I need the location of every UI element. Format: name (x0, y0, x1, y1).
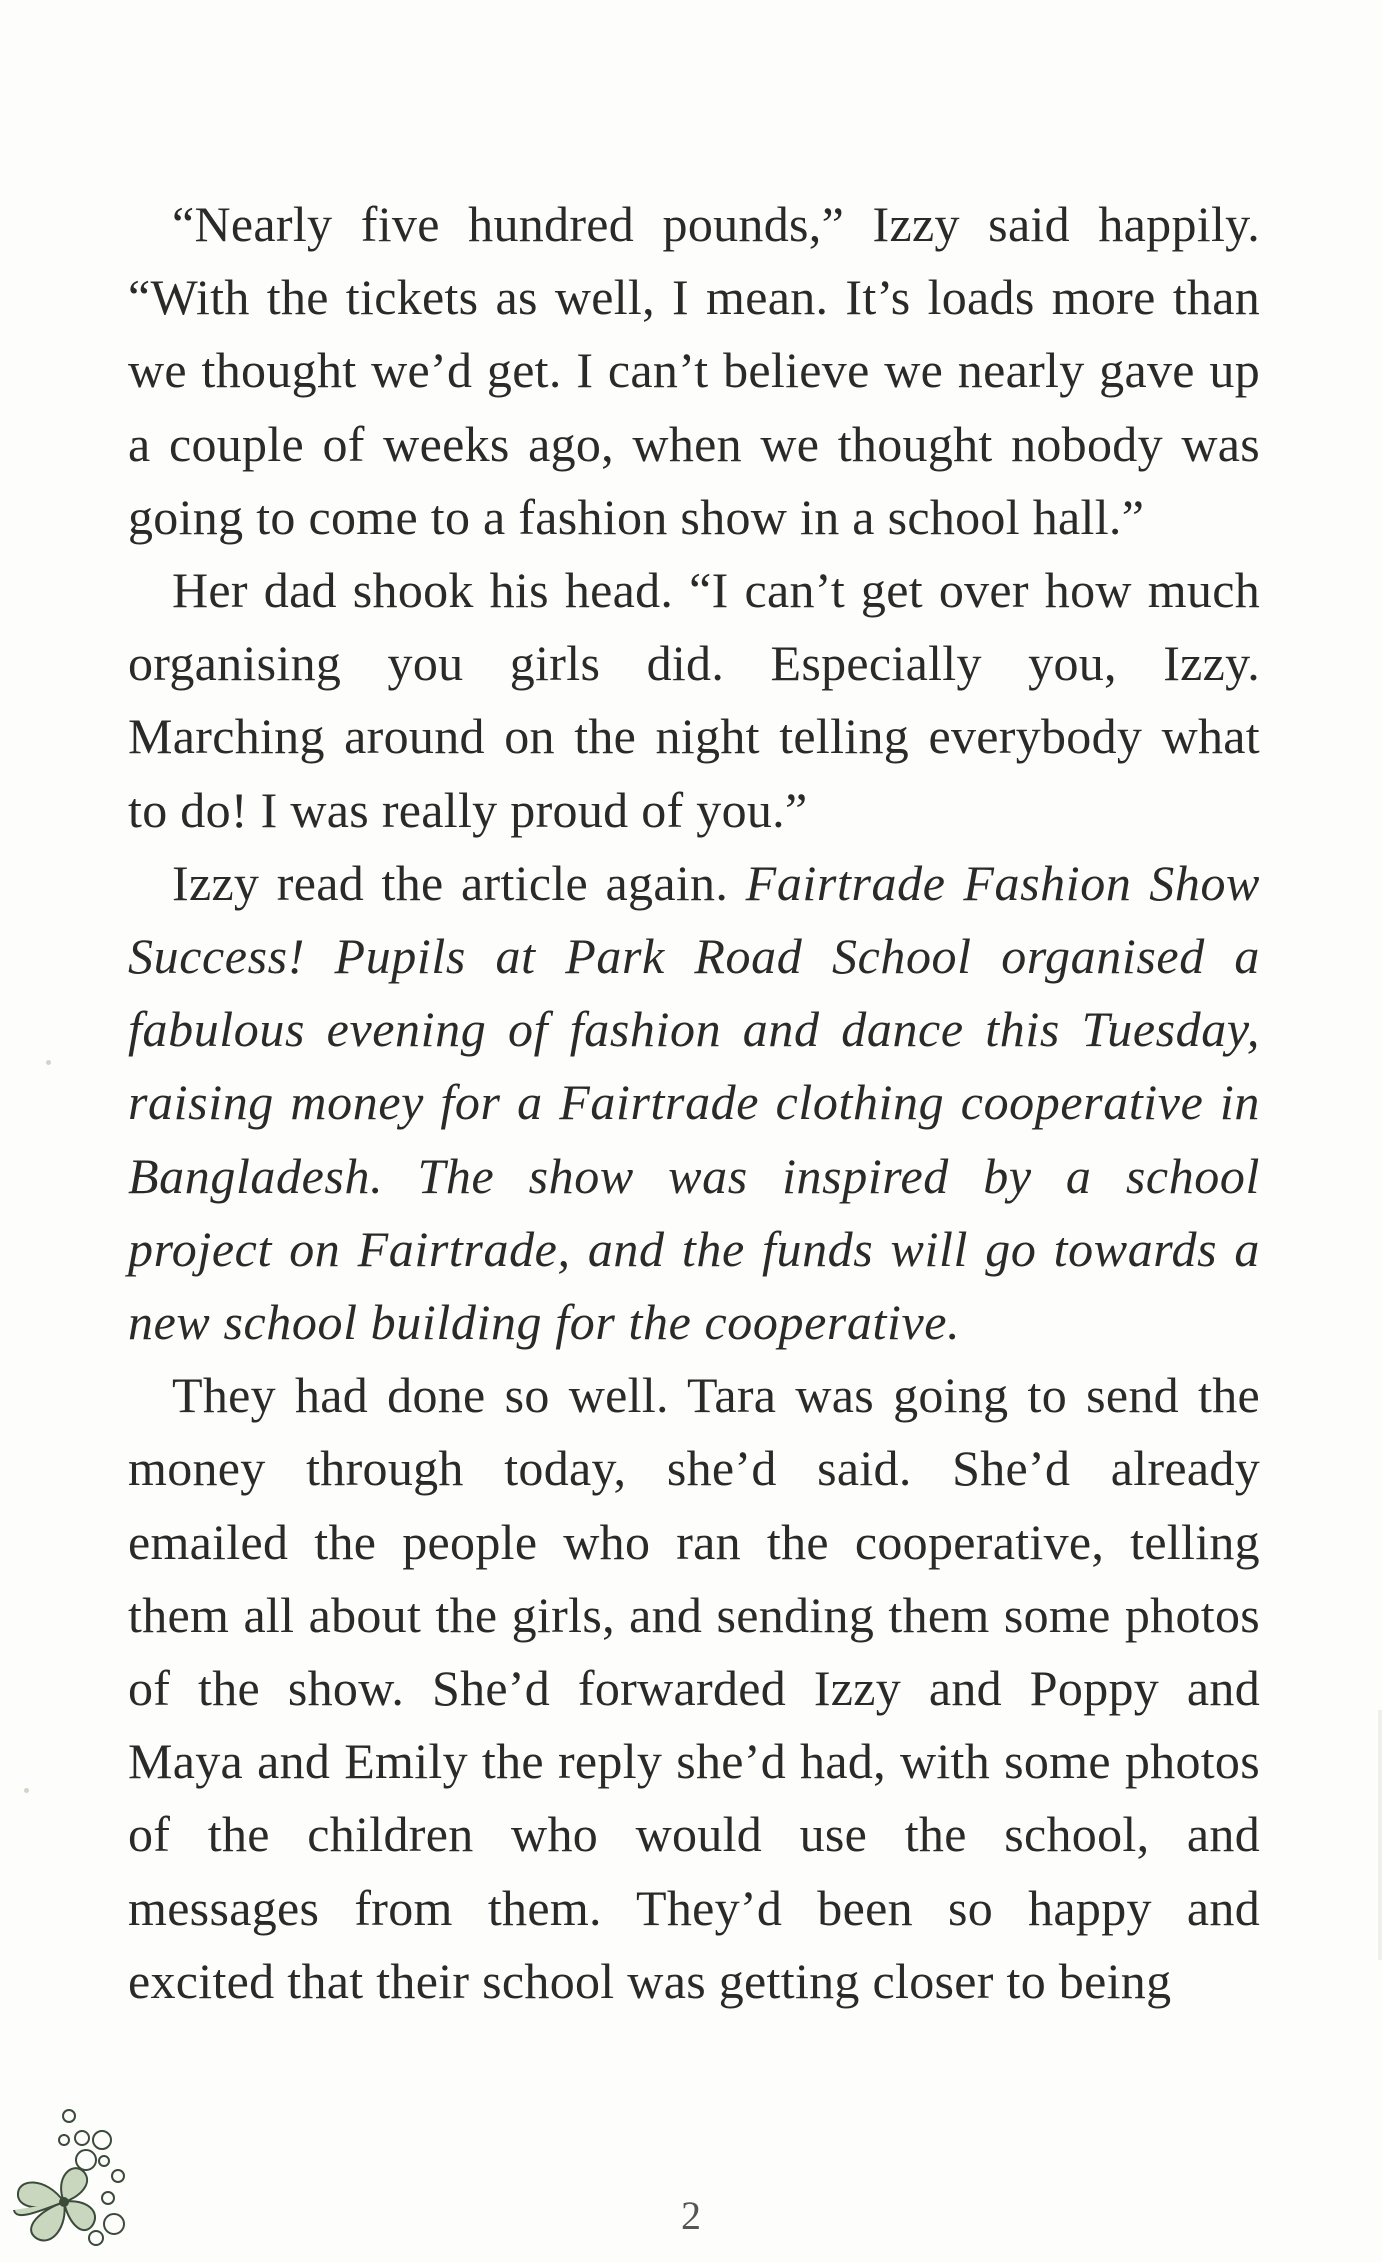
paragraph-1: “Nearly five hundred pounds,” Izzy said happily. “With the tickets as well, I mean. It’s loads more than we thought we’d get. I can’t believe we nearly gave up a couple of weeks ago, when we thought nobody was going to come to a fashion show in a school hall.” (128, 196, 1260, 545)
paper-speck (46, 1060, 51, 1065)
paragraph-3 (128, 847, 1260, 1359)
scan-edge-mark (1378, 1710, 1382, 1960)
paper-speck (24, 1788, 29, 1793)
page-number: 2 (681, 2193, 701, 2238)
paragraph-2: Her dad shook his head. “I can’t get over how much organising you girls did. Especially you, Izzy. Marching around on the night telling everybody what to do! I was really proud of you.” (128, 562, 1260, 838)
flower-bubbles-icon (6, 2098, 176, 2263)
body-text (128, 188, 1260, 2018)
newspaper-article-quote: Fairtrade Fashion Show Success! Pupils at Park Road School organised a fabulous evening of fashion and dance this Tuesday, raising money for a Fairtrade clothing cooperative in Bangladesh. The show was inspired by a school project on Fairtrade, and the funds will go towards a new school building for the cooperative. (128, 854, 1260, 1351)
paragraph-4: They had done so well. Tara was going to send the money through today, she’d said. She’d already emailed the people who ran the cooperative, telling them all about the girls, and sending them some photos of the show. She’d forwarded Izzy and Poppy and Maya and Emily the reply she’d had, with some photos of the children who would use the school, and messages from them. They’d been so happy and excited that their school was getting closer to being (128, 1367, 1260, 2009)
paragraph-3-lead: Izzy read the article again. (172, 854, 746, 911)
